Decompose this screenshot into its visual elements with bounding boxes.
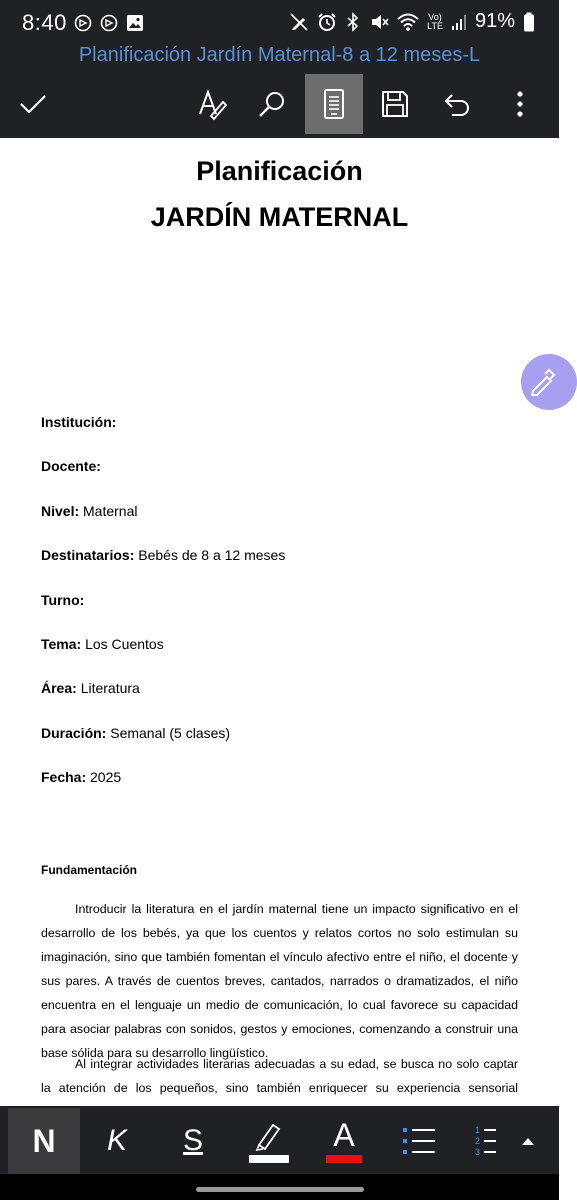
wifi-icon <box>397 12 419 32</box>
notification-app-icon <box>100 14 118 32</box>
document-file-title[interactable]: Planificación Jardín Maternal-8 a 12 meses-L <box>78 44 481 66</box>
paragraph: Introducir la literatura en el jardín maternal tiene un impacto significativo en el desarrollo de los bebés, ya que los cuentos y relatos cortos no solo estimulan su imaginación, sino que también fomentan el vínculo afectivo entre el niño, el docente y sus pares. A través de cuentos breves, cantados, narrados o dramatizados, el niño encuentra en el lenguaje un medio de comunicación, lo cual favorece su capacidad para asociar palabras con sonidos, gestos y emociones, comenzando a construir una base sólida para su desarrollo lingüístico. <box>41 902 518 1060</box>
caret-up-icon <box>521 1136 535 1146</box>
check-icon <box>18 89 48 119</box>
italic-button[interactable]: K <box>106 1124 127 1157</box>
document-heading: Planificación <box>196 156 363 186</box>
document-subheading: JARDÍN MATERNAL <box>150 202 409 232</box>
top-toolbar <box>0 74 559 138</box>
search-icon <box>257 89 287 119</box>
format-toolbar <box>0 1106 559 1174</box>
svg-text:3: 3 <box>475 1147 481 1157</box>
edit-fab-button[interactable] <box>521 354 577 410</box>
highlight-button[interactable] <box>234 1108 304 1174</box>
notification-app-icon <box>74 14 92 32</box>
notification-icons <box>74 14 144 32</box>
field-turno: Turno: <box>41 592 85 608</box>
font-color-swatch <box>326 1155 362 1163</box>
field-docente: Docente: <box>41 458 101 474</box>
document-title-bar <box>0 38 559 74</box>
bullet-list-button[interactable] <box>384 1108 454 1174</box>
numbered-list-button[interactable] <box>458 1108 498 1174</box>
field-fecha: Fecha: 2025 <box>41 769 122 785</box>
text-format-button[interactable] <box>183 74 241 134</box>
expand-toolbar-button[interactable] <box>496 1108 559 1174</box>
field-area: Área: Literatura <box>41 680 140 696</box>
status-right <box>289 10 535 33</box>
bullet-list-icon <box>401 1126 437 1156</box>
save-button[interactable] <box>366 74 424 134</box>
field-duracion: Duración: Semanal (5 clases) <box>41 725 231 741</box>
pen-edit-icon <box>527 367 557 397</box>
volte-label: Vo) LTE <box>427 11 443 31</box>
section-title: Fundamentación <box>41 863 138 877</box>
battery-percent: 91% <box>474 10 515 32</box>
mute-icon <box>369 12 389 32</box>
mobile-view-button[interactable] <box>305 74 363 134</box>
field-institucion: Institución: <box>41 414 117 430</box>
bold-button[interactable]: N <box>8 1108 80 1174</box>
highlighter-icon <box>251 1119 287 1153</box>
mobile-view-icon <box>322 88 346 120</box>
undo-icon <box>442 89 472 119</box>
home-gesture-handle[interactable] <box>196 1187 364 1192</box>
more-options-button[interactable] <box>491 74 549 134</box>
svg-text:2: 2 <box>475 1136 481 1146</box>
undo-button[interactable] <box>428 74 486 134</box>
bluetooth-icon <box>345 12 361 32</box>
svg-text:1: 1 <box>475 1125 481 1135</box>
more-icon <box>515 89 525 119</box>
text-format-icon <box>196 88 228 120</box>
gallery-icon <box>126 14 144 32</box>
highlight-color-swatch <box>249 1155 289 1163</box>
battery-icon <box>523 12 535 32</box>
document-page[interactable] <box>0 138 559 1106</box>
underline-button[interactable]: S <box>182 1124 203 1157</box>
field-nivel: Nivel: Maternal <box>41 503 138 519</box>
paragraph: Al integrar actividades literarias adecuadas a su edad, se busca no solo captar la atención de los pequeños, sino también enriquecer su experiencia sensorial <box>41 1057 518 1095</box>
done-button[interactable] <box>4 74 62 134</box>
system-navigation-bar <box>0 1174 559 1200</box>
no-stylus-icon <box>289 12 309 32</box>
font-color-letter: A <box>333 1117 355 1153</box>
status-time: 8:40 <box>22 10 67 35</box>
signal-icon <box>451 13 467 31</box>
save-icon <box>380 89 410 119</box>
font-color-button[interactable] <box>309 1108 379 1174</box>
field-tema: Tema: Los Cuentos <box>41 636 164 652</box>
field-destinatarios: Destinatarios: Bebés de 8 a 12 meses <box>41 547 286 563</box>
search-button[interactable] <box>243 74 301 134</box>
alarm-icon <box>317 12 337 32</box>
